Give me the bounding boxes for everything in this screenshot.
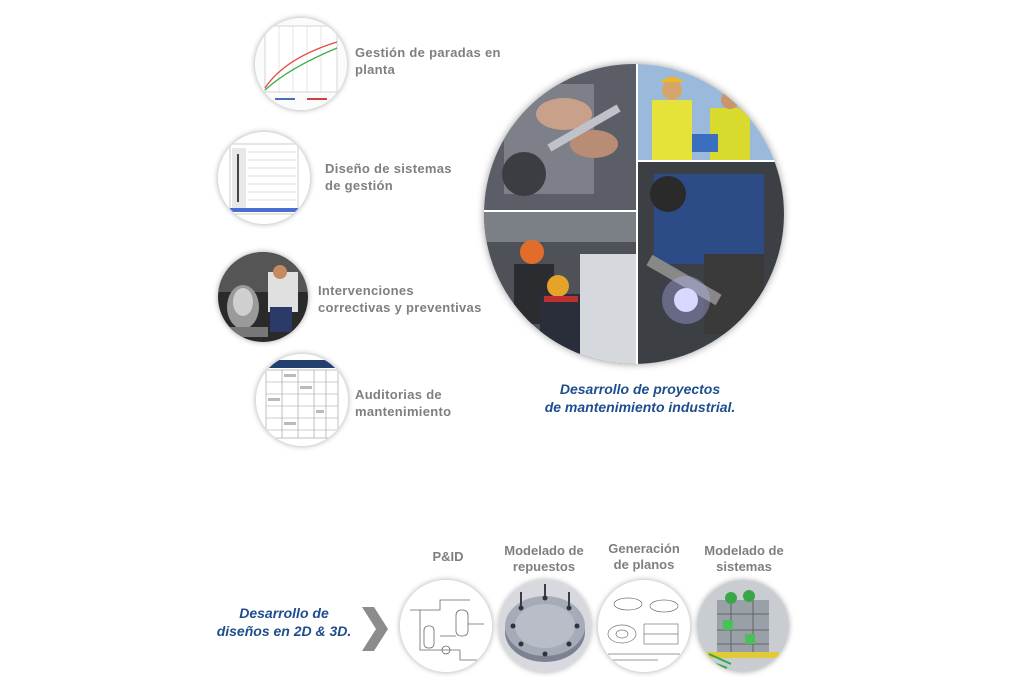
- design-label-planos: Generación de planos: [608, 541, 680, 572]
- chevron-right-icon: [362, 607, 388, 651]
- design-label-pid: P&ID: [432, 549, 464, 564]
- design-caption: Desarrollo de diseños en 2D & 3D.: [216, 605, 352, 639]
- table-thumbnail-icon: [256, 354, 348, 446]
- chart-thumbnail-icon: [255, 18, 347, 110]
- service-label-sistemas: Diseño de sistemas de gestión: [325, 161, 452, 193]
- pid-diagram-thumbnail-icon: [400, 580, 492, 672]
- service-label-paradas: Gestión de paradas en planta: [355, 45, 501, 77]
- industrial-maintenance-collage-icon: [484, 64, 784, 364]
- design-label-repuestos: Modelado de repuestos: [504, 543, 584, 574]
- document-thumbnail-icon: [218, 132, 310, 224]
- worker-photo-thumbnail-icon: [218, 252, 308, 342]
- service-label-intervenciones: Intervenciones correctivas y preventivas: [318, 283, 482, 315]
- system-3d-model-thumbnail-icon: [697, 580, 789, 672]
- service-label-auditorias: Auditorias de mantenimiento: [355, 387, 452, 419]
- design-label-sistemas: Modelado de sistemas: [704, 543, 784, 574]
- drawing-plan-thumbnail-icon: [598, 580, 690, 672]
- flange-model-thumbnail-icon: [499, 580, 591, 672]
- main-caption: Desarrollo de proyectos de mantenimiento industrial.: [544, 381, 736, 415]
